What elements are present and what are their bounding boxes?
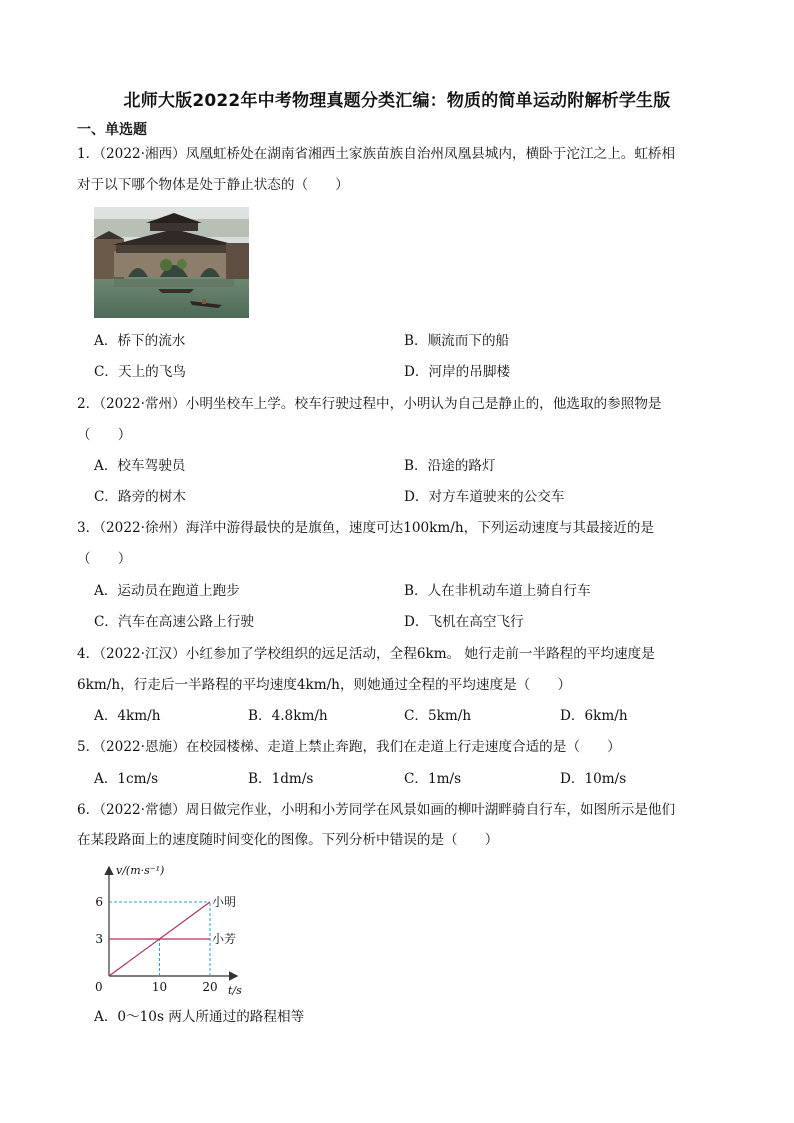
q1-line-2: 对于以下哪个物体是处于静止状态的（ ）: [77, 177, 349, 193]
rainbow-bridge-photo: [94, 207, 249, 318]
q4-line-1: 4．（2022·江汉）小红参加了学校组织的远足活动，全程6km。 她行走前一半路程的平均速度是: [77, 646, 655, 662]
q1-option-b: B．顺流而下的船: [404, 333, 510, 349]
x-axis-label: t/s: [228, 984, 242, 997]
q6-option-a: A．0～10s 两人所通过的路程相等: [94, 1009, 305, 1025]
q2-option-c: C．路旁的树木: [94, 489, 186, 505]
q4-line-2: 6km/h，行走后一半路程的平均速度4km/h，则她通过全程的平均速度是（ ）: [77, 677, 572, 693]
q5-option-a: A．1cm/s: [94, 771, 159, 787]
q3-line-2: （ ）: [77, 551, 132, 567]
q2-option-d: D．对方车道驶来的公交车: [404, 489, 565, 505]
q5-option-b: B．1dm/s: [248, 771, 314, 787]
y-axis-label: v/(m·s⁻¹): [116, 864, 165, 877]
q1-option-a: A．桥下的流水: [94, 333, 186, 349]
q3-line-1: 3．（2022·徐州）海洋中游得最快的是旗鱼，速度可达100km/h，下列运动速度与其最接近的是: [77, 520, 654, 536]
q2-option-a: A．校车驾驶员: [94, 458, 186, 474]
q1-option-c: C．天上的飞鸟: [94, 364, 186, 380]
y-tick-label: 3: [95, 932, 103, 946]
x-tick-label: 20: [202, 980, 218, 994]
q1-line-1: 1．（2022·湘西）凤凰虹桥处在湖南省湘西土家族苗族自治州凤凰县城内，横卧于沱江之上。虹桥相: [77, 146, 676, 162]
origin-label: 0: [95, 980, 103, 994]
q4-option-a: A．4km/h: [94, 708, 161, 724]
q2-line-2: （ ）: [77, 427, 132, 443]
q4-option-c: C．5km/h: [404, 708, 472, 724]
series-label-xiaoming: 小明: [212, 895, 237, 909]
q4-option-d: D．6km/h: [560, 708, 628, 724]
q4-option-b: B．4.8km/h: [248, 708, 328, 724]
q5-line-1: 5．（2022·恩施）在校园楼梯、走道上禁止奔跑，我们在走道上行走速度合适的是（ ）: [77, 739, 621, 755]
q5-option-c: C．1m/s: [404, 771, 462, 787]
x-tick-label: 10: [151, 980, 168, 994]
q5-option-d: D．10m/s: [560, 771, 627, 787]
q3-option-c: C．汽车在高速公路上行驶: [94, 614, 254, 630]
series-label-xiaofang: 小芳: [212, 932, 237, 946]
q6-line-2: 在某段路面上的速度随时间变化的图像。下列分析中错误的是（ ）: [77, 832, 499, 848]
q2-line-1: 2．（2022·常州）小明坐校车上学。校车行驶过程中，小明认为自己是静止的，他选取的参照物是: [77, 396, 662, 412]
q3-option-a: A．运动员在跑道上跑步: [94, 583, 240, 599]
q3-option-b: B．人在非机动车道上骑自行车: [404, 583, 591, 599]
document-title: 北师大版2022年中考物理真题分类汇编：物质的简单运动附解析学生版: [123, 91, 671, 111]
q6-line-1: 6．（2022·常德）周日做完作业，小明和小芳同学在风景如画的柳叶湖畔骑自行车，如图所示是他们: [77, 802, 676, 818]
q1-option-d: D．河岸的吊脚楼: [404, 364, 511, 380]
q3-option-d: D．飞机在高空飞行: [404, 614, 524, 630]
y-tick-label: 6: [95, 895, 103, 909]
section-heading: 一、单选题: [77, 122, 147, 138]
q2-option-b: B．沿途的路灯: [404, 458, 496, 474]
velocity-time-chart: [88, 858, 258, 1000]
